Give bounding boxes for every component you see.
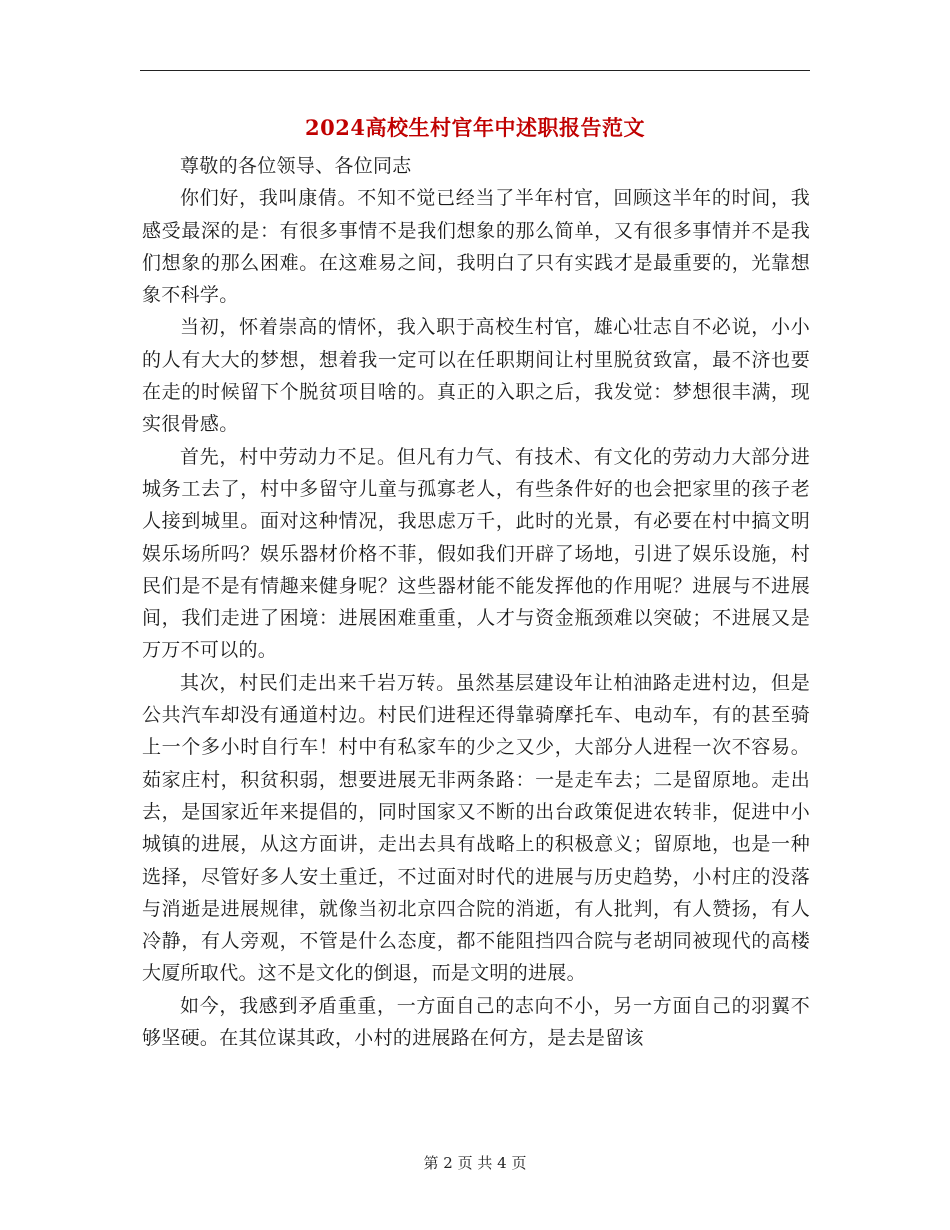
page-number-footer: 第 2 页 共 4 页 (423, 1154, 527, 1172)
body-paragraph: 如今，我感到矛盾重重，一方面自己的志向不小，另一方面自己的羽翼不够坚硬。在其位谋其政，小村的进展路在何方，是去是留该 (142, 994, 810, 1050)
document-body (142, 150, 810, 1054)
body-paragraph: 当初，怀着崇高的情怀，我入职于高校生村官，雄心壮志自不必说，小小的人有大大的梦想，想着我一定可以在任职期间让村里脱贫致富，最不济也要在走的时候留下个脱贫项目啥的。真正的入职之后，我发觉：梦想很丰满，现实很骨感。 (142, 316, 810, 436)
body-paragraph: 首先，村中劳动力不足。但凡有力气、有技术、有文化的劳动力大部分进城务工去了，村中多留守儿童与孤寡老人，有些条件好的也会把家里的孩子老人接到城里。面对这种情况，我思虑万千，此时的光景，有必要在村中搞文明娱乐场所吗？娱乐器材价格不菲，假如我们开辟了场地，引进了娱乐设施，村民们是不是有情趣来健身呢？这些器材能不能发挥他的作用呢？进展与不进展间，我们走进了困境：进展困难重重，人才与资金瓶颈难以突破；不进展又是万万不可以的。 (142, 445, 810, 662)
body-paragraph: 其次，村民们走出来千岩万转。虽然基层建设年让柏油路走进村边，但是公共汽车却没有通道村边。村民们进程还得靠骑摩托车、电动车，有的甚至骑上一个多小时自行车！村中有私家车的少之又少，大部分人进程一次不容易。茹家庄村，积贫积弱，想要进展无非两条路：一是走车去；二是留原地。走出去，是国家近年来提倡的，同时国家又不断的出台政策促进农转非，促进中小城镇的进展，从这方面讲，走出去具有战略上的积极意义；留原地，也是一种选择，尽管好多人安土重迁，不过面对时代的进展与历史趋势，小村庄的没落与消逝是进展规律，就像当初北京四合院的消逝，有人批判，有人赞扬，有人冷静，有人旁观，不管是什么态度，都不能阻挡四合院与老胡同被现代的高楼大厦所取代。这不是文化的倒退，而是文明的进展。 (142, 671, 810, 985)
header-rule (140, 70, 810, 71)
salutation-paragraph: 尊敬的各位领导、各位同志 (180, 155, 412, 177)
body-paragraph: 你们好，我叫康倩。不知不觉已经当了半年村官，回顾这半年的时间，我感受最深的是：有很多事情不是我们想象的那么简单，又有很多事情并不是我们想象的那么困难。在这难易之间，我明白了只有实践才是最重要的，光靠想象不科学。 (142, 187, 810, 307)
document-title: 2024高校生村官年中述职报告范文 (305, 115, 645, 140)
